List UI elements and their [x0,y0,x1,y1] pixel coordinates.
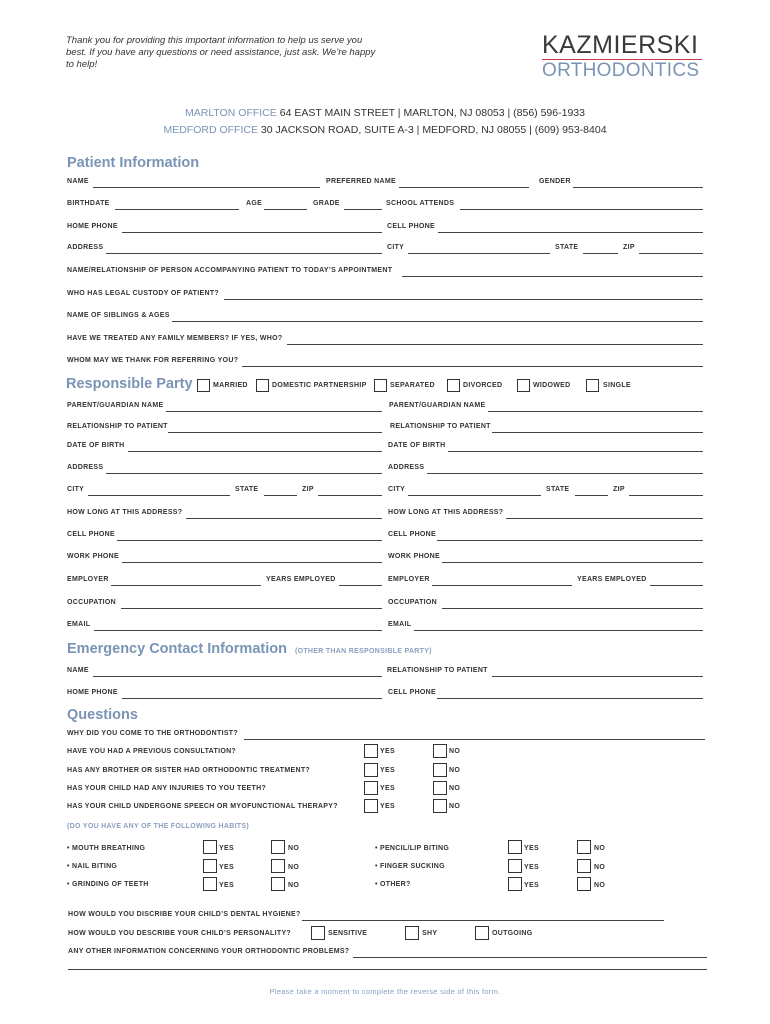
label-rp-state-1: STATE [235,486,259,493]
emergency-name-field[interactable] [93,676,382,677]
row-phones [0,223,770,235]
row-relationship [0,423,770,435]
rp-zip-field-1[interactable] [318,495,382,496]
email-field-1[interactable] [94,630,382,631]
label-no-h2: NO [288,864,300,871]
label-yes-h4: YES [524,845,539,852]
label-single: SINGLE [603,382,631,389]
label-sensitive: SENSITIVE [328,930,368,937]
label-yes-h3: YES [219,882,234,889]
label-occupation-1: OCCUPATION [67,599,117,606]
habit-mouth-breathing: • MOUTH BREATHING [67,845,146,852]
row-email [0,621,770,633]
label-gender: GENDER [539,178,571,185]
label-no-q2: NO [449,767,461,774]
label-divorced: DIVORCED [463,382,503,389]
checkbox-yes-other[interactable] [508,877,522,891]
checkbox-no-pencil-biting[interactable] [577,840,591,854]
label-rp-state-2: STATE [546,486,570,493]
family-field[interactable] [287,344,703,345]
accompanying-field[interactable] [402,276,703,277]
footer-note: Please take a moment to complete the reverse side of this form. [269,987,501,996]
section-title-emergency [67,641,432,657]
logo-wordmark: KAZMIERSKI [542,31,699,59]
checkbox-outgoing[interactable] [475,926,489,940]
rp-address-field-2[interactable] [427,473,703,474]
office-address: 64 EAST MAIN STREET | MARLTON, NJ 08053 | (856) 596-1933 [279,107,585,119]
label-no-h1: NO [288,845,300,852]
section-title-questions: Questions [67,707,138,723]
label-occupation-2: OCCUPATION [388,599,438,606]
cell-phone-field[interactable] [438,232,703,233]
age-field[interactable] [264,209,307,210]
label-rp-city-1: CITY [67,486,85,493]
occupation-field-1[interactable] [121,608,382,609]
question-previous-consultation: HAVE YOU HAD A PREVIOUS CONSULTATION? [67,748,236,755]
habit-finger-sucking: • FINGER SUCKING [375,863,445,870]
label-rp-address-2: ADDRESS [388,464,425,471]
employer-field-2[interactable] [432,585,572,586]
row-accompanying [0,267,770,279]
label-state: STATE [555,244,579,251]
label-no-q4: NO [449,803,461,810]
label-domestic-partnership: DOMESTIC PARTNERSHIP [272,382,367,389]
label-no-q3: NO [449,785,461,792]
label-widowed: WIDOWED [533,382,571,389]
checkbox-no-other[interactable] [577,877,591,891]
label-cell-phone: CELL PHONE [387,223,435,230]
label-years-employed-1: YEARS EMPLOYED [266,576,336,583]
checkbox-yes-q3[interactable] [364,781,378,795]
row-employer [0,576,770,588]
row-other-info [0,948,770,960]
label-yes-q1: YES [380,748,395,755]
label-rp-cell-1: CELL PHONE [67,531,115,538]
years-employed-field-2[interactable] [650,585,703,586]
row-guardian-name [0,402,770,414]
label-how-long-2: HOW LONG AT THIS ADDRESS? [388,509,504,516]
label-personality: HOW WOULD YOU DESCRIBE YOUR CHILD’S PERSONALITY? [68,930,291,937]
grade-field[interactable] [344,209,382,210]
label-family: HAVE WE TREATED ANY FAMILY MEMBERS? IF YES, WHO? [67,335,283,342]
label-separated: SEPARATED [390,382,435,389]
address-field[interactable] [106,253,382,254]
emergency-home-phone-field[interactable] [122,698,382,699]
relationship-field-2[interactable] [492,432,703,433]
checkbox-yes-nail-biting[interactable] [203,859,217,873]
checkbox-single[interactable] [586,379,599,392]
checkbox-yes-q1[interactable] [364,744,378,758]
intro-text: Thank you for providing this important information to help us serve you best. If you have any questions or need assistance, just ask. We’re happy to help! [66,35,376,70]
emergency-title: Emergency Contact Information [67,641,287,657]
checkbox-no-finger-sucking[interactable] [577,859,591,873]
label-no-h5: NO [594,864,606,871]
label-grade: GRADE [313,200,340,207]
checkbox-no-q4[interactable] [433,799,447,813]
label-emergency-relationship: RELATIONSHIP TO PATIENT [387,667,488,674]
siblings-field[interactable] [172,321,703,322]
checkbox-yes-q4[interactable] [364,799,378,813]
label-no-h6: NO [594,882,606,889]
row-birthdate [0,200,770,212]
row-family [0,335,770,347]
row-name [0,178,770,190]
row-occupation [0,599,770,611]
guardian-name-field-1[interactable] [166,411,382,412]
emergency-cell-phone-field[interactable] [437,698,703,699]
relationship-field-1[interactable] [168,432,382,433]
label-shy: SHY [422,930,438,937]
dental-hygiene-field[interactable] [302,920,664,921]
habits-note: (DO YOU HAVE ANY OF THE FOLLOWING HABITS) [67,823,249,830]
label-yes-h5: YES [524,864,539,871]
dob-field-2[interactable] [448,451,703,452]
rp-state-field-1[interactable] [264,495,297,496]
birthdate-field[interactable] [115,209,239,210]
section-title-responsible: Responsible Party [66,376,193,392]
row-rp-address [0,464,770,476]
checkbox-shy[interactable] [405,926,419,940]
other-info-field[interactable] [353,957,707,958]
checkbox-widowed[interactable] [517,379,530,392]
label-work-phone-2: WORK PHONE [388,553,440,560]
rp-state-field-2[interactable] [575,495,608,496]
emergency-relationship-field[interactable] [492,676,703,677]
row-rp-cell [0,531,770,543]
label-emergency-name: NAME [67,667,89,674]
work-phone-field-2[interactable] [442,562,703,563]
referral-field[interactable] [242,366,703,367]
rp-city-field-2[interactable] [408,495,541,496]
checkbox-yes-mouth-breathing[interactable] [203,840,217,854]
row-dob [0,442,770,454]
checkbox-married[interactable] [197,379,210,392]
city-field[interactable] [408,253,550,254]
row-emergency-name [0,667,770,679]
checkbox-no-mouth-breathing[interactable] [271,840,285,854]
label-email-2: EMAIL [388,621,412,628]
label-rp-zip-2: ZIP [613,486,625,493]
label-address: ADDRESS [67,244,104,251]
label-yes-q4: YES [380,803,395,810]
row-custody [0,290,770,302]
label-rp-cell-2: CELL PHONE [388,531,436,538]
question-sibling-treatment: HAS ANY BROTHER OR SISTER HAD ORTHODONTIC TREATMENT? [67,767,310,774]
checkbox-no-nail-biting[interactable] [271,859,285,873]
label-city: CITY [387,244,405,251]
checkbox-yes-pencil-biting[interactable] [508,840,522,854]
section-title-patient: Patient Information [67,155,200,171]
how-long-field-2[interactable] [506,518,703,519]
label-other-info: ANY OTHER INFORMATION CONCERNING YOUR ORTHODONTIC PROBLEMS? [68,948,350,955]
label-why: WHY DID YOU COME TO THE ORTHODONTIST? [67,730,238,737]
rp-city-field-1[interactable] [88,495,230,496]
label-custody: WHO HAS LEGAL CUSTODY OF PATIENT? [67,290,219,297]
habit-grinding: • GRINDING OF TEETH [67,881,149,888]
label-zip: ZIP [623,244,635,251]
email-field-2[interactable] [414,630,703,631]
label-yes-q2: YES [380,767,395,774]
medford-office-line [0,124,770,136]
label-referral: WHOM MAY WE THANK FOR REFERRING YOU? [67,357,239,364]
label-school: SCHOOL ATTENDS [386,200,455,207]
rp-address-field-1[interactable] [106,473,382,474]
label-dob-1: DATE OF BIRTH [67,442,125,449]
label-rp-address-1: ADDRESS [67,464,104,471]
checkbox-no-q1[interactable] [433,744,447,758]
label-dental-hygiene: HOW WOULD YOU DISCRIBE YOUR CHILD’S DENTAL HYGIENE? [68,911,301,918]
why-field[interactable] [244,739,705,740]
habit-pencil-lip-biting: • PENCIL/LIP BITING [375,845,450,852]
row-rp-city [0,486,770,498]
question-speech-therapy: HAS YOUR CHILD UNDERGONE SPEECH OR MYOFUNCTIONAL THERAPY? [67,803,338,810]
label-emergency-home-phone: HOME PHONE [67,689,118,696]
checkbox-no-grinding[interactable] [271,877,285,891]
label-birthdate: BIRTHDATE [67,200,110,207]
label-no-q1: NO [449,748,461,755]
row-emergency-phones [0,689,770,701]
label-home-phone: HOME PHONE [67,223,118,230]
name-field[interactable] [93,187,320,188]
label-preferred-name: PREFERRED NAME [326,178,396,185]
label-emergency-cell-phone: CELL PHONE [388,689,436,696]
label-name: NAME [67,178,89,185]
logo [542,32,707,81]
label-siblings: NAME OF SIBLINGS & AGES [67,312,170,319]
label-guardian-name-1: PARENT/GUARDIAN NAME [67,402,164,409]
gender-field[interactable] [573,187,703,188]
question-injuries: HAS YOUR CHILD HAD ANY INJURIES TO YOU TEETH? [67,785,267,792]
label-relationship-1: RELATIONSHIP TO PATIENT [67,423,168,430]
rp-zip-field-2[interactable] [629,495,703,496]
how-long-field-1[interactable] [186,518,382,519]
label-relationship-2: RELATIONSHIP TO PATIENT [390,423,491,430]
label-yes-q3: YES [380,785,395,792]
checkbox-sensitive[interactable] [311,926,325,940]
other-info-field-line-2[interactable] [68,969,707,970]
preferred-name-field[interactable] [399,187,529,188]
checkbox-yes-finger-sucking[interactable] [508,859,522,873]
rp-cell-field-1[interactable] [117,540,382,541]
occupation-field-2[interactable] [442,608,703,609]
guardian-name-field-2[interactable] [488,411,703,412]
office-name: MARLTON OFFICE [185,107,277,119]
habit-other: • OTHER? [375,881,411,888]
rp-cell-field-2[interactable] [437,540,703,541]
checkbox-domestic-partnership[interactable] [256,379,269,392]
row-dental-hygiene [0,911,770,923]
checkbox-no-q2[interactable] [433,763,447,777]
years-employed-field-1[interactable] [339,585,382,586]
checkbox-divorced[interactable] [447,379,460,392]
label-no-h4: NO [594,845,606,852]
work-phone-field-1[interactable] [122,562,382,563]
zip-field[interactable] [639,253,703,254]
label-yes-h2: YES [219,864,234,871]
label-email-1: EMAIL [67,621,91,628]
dob-field-1[interactable] [128,451,382,452]
home-phone-field[interactable] [122,232,382,233]
label-how-long-1: HOW LONG AT THIS ADDRESS? [67,509,183,516]
habit-nail-biting: • NAIL BITING [67,863,118,870]
row-work-phone [0,553,770,565]
state-field[interactable] [583,253,618,254]
row-referral [0,357,770,369]
marlton-office-line [0,107,770,119]
label-dob-2: DATE OF BIRTH [388,442,446,449]
label-accompanying: NAME/RELATIONSHIP OF PERSON ACCOMPANYING PATIENT TO TODAY’S APPOINTMENT [67,267,393,274]
emergency-note: (OTHER THAN RESPONSIBLE PARTY) [294,648,432,655]
row-address [0,244,770,256]
office-address: 30 JACKSON ROAD, SUITE A-3 | MEDFORD, NJ 08055 | (609) 953-8404 [260,124,607,136]
custody-field[interactable] [224,299,703,300]
checkbox-yes-q2[interactable] [364,763,378,777]
logo-subtitle: ORTHODONTICS [542,60,700,81]
label-years-employed-2: YEARS EMPLOYED [577,576,647,583]
checkbox-yes-grinding[interactable] [203,877,217,891]
label-work-phone-1: WORK PHONE [67,553,119,560]
label-married: MARRIED [213,382,248,389]
label-yes-h6: YES [524,882,539,889]
label-employer-2: EMPLOYER [388,576,430,583]
label-age: AGE [246,200,263,207]
office-name: MEDFORD OFFICE [163,124,258,136]
row-siblings [0,312,770,324]
school-field[interactable] [460,209,703,210]
label-rp-city-2: CITY [388,486,406,493]
label-rp-zip-1: ZIP [302,486,314,493]
employer-field-1[interactable] [111,585,261,586]
row-how-long [0,509,770,521]
label-no-h3: NO [288,882,300,889]
label-guardian-name-2: PARENT/GUARDIAN NAME [389,402,486,409]
row-why [0,730,770,742]
label-employer-1: EMPLOYER [67,576,109,583]
label-outgoing: OUTGOING [492,930,533,937]
label-yes-h1: YES [219,845,234,852]
checkbox-no-q3[interactable] [433,781,447,795]
checkbox-separated[interactable] [374,379,387,392]
